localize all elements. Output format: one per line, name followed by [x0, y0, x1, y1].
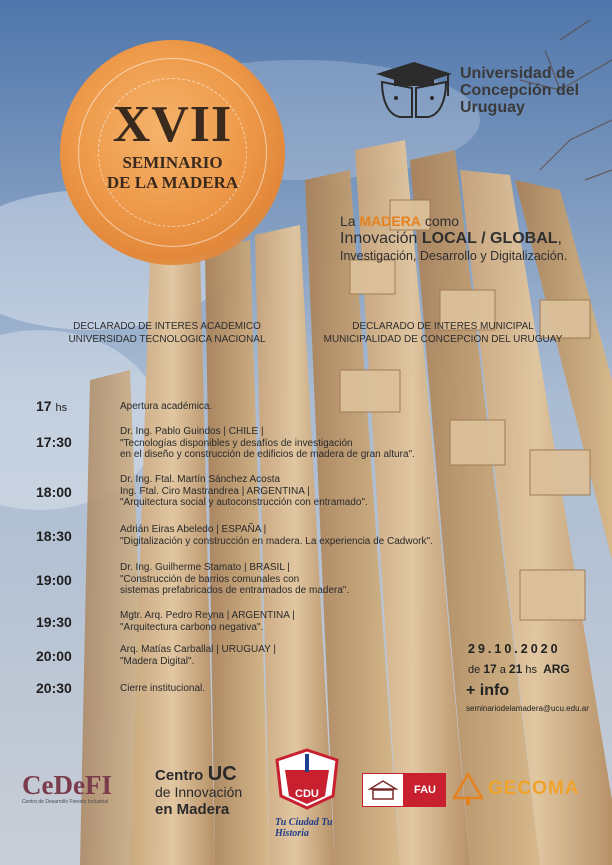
centro-uc-logo: Centro UC de Innovación en Madera [155, 763, 243, 818]
program-time: 17 hs [36, 398, 68, 414]
university-name: Universidad de Concepción del Uruguay [460, 64, 580, 116]
program-row [36, 610, 295, 633]
gecoma-logo: GECOMA [452, 772, 580, 806]
program-description: Mgtr. Arq. Pedro Reyna | ARGENTINA | "Arquitectura carbono negativa". [120, 610, 295, 633]
more-info-label: + info [466, 682, 510, 699]
program-row [36, 562, 349, 597]
event-hours: de 17 a 21 hs ARG [468, 662, 570, 676]
program-description: Dr. Ing. Ftal. Martín Sánchez Acosta Ing. Ftal. Ciro Mastrandrea | ARGENTINA | "Arquitectura social y autoconstrucción con entramado". [120, 474, 368, 508]
event-date: 29.10.2020 [468, 642, 561, 656]
seminar-title: SEMINARIO DE LA MADERA [106, 153, 239, 192]
fau-logo: FAU [362, 773, 446, 807]
program-description: Dr. Ing. Pablo Guindos | CHILE | "Tecnologías disponibles y desafíos de investigación en el diseño y construcción de edificios de madera de gran altura". [120, 426, 415, 460]
program-row [36, 398, 212, 414]
seminar-badge [60, 40, 285, 265]
program-description: Arq. Matías Carballal | URUGUAY | "Madera Digital". [120, 644, 276, 667]
program-description: Adrián Eiras Abeledo | ESPAÑA | "Digitalización y construcción en madera. La experiencia de Cadwork". [120, 524, 433, 547]
event-info [468, 642, 589, 713]
declaration-municipal: DECLARADO DE INTERES MUNICIPAL MUNICIPALIDAD DE CONCEPCION DEL URUGUAY [323, 321, 563, 345]
program-description: Dr. Ing. Guilherme Stamato | BRASIL | "Construcción de barrios comunales con sistemas prefabricados de entramados de madera". [120, 562, 350, 596]
edition-number: XVII [112, 96, 233, 153]
program-time: 17:30 [36, 434, 72, 450]
mortarboard-faces-icon [374, 60, 454, 120]
university-logo [374, 60, 579, 120]
tree-icon [452, 772, 484, 806]
program-row [36, 524, 433, 547]
program-description: Apertura académica. [120, 401, 213, 412]
program-time: 20:00 [36, 648, 72, 664]
cdu-shield-icon [275, 748, 339, 810]
fau-building-icon [362, 773, 404, 807]
program-time: 18:30 [36, 528, 72, 544]
declaration-academic: DECLARADO DE INTERES ACADEMICO UNIVERSIDAD TECNOLOGICA NACIONAL [68, 321, 266, 345]
program-row [36, 474, 368, 509]
program-time: 19:00 [36, 572, 72, 588]
program-time: 18:00 [36, 484, 72, 500]
program-time: 20:30 [36, 680, 72, 696]
program-time: 19:30 [36, 614, 72, 630]
program-row [36, 426, 415, 461]
contact-email[interactable]: seminariodelamadera@ucu.edu.ar [466, 704, 589, 713]
cdu-logo: CDU Tu Ciudad Tu Historia [275, 748, 353, 839]
cedefi-logo: CeDeFI Centro de Desarrollo Foresto Industrial [22, 770, 112, 805]
seminar-theme: La MADERA como Innovación LOCAL / GLOBAL, Investigación, Desarrollo y Digitalización. [340, 213, 568, 263]
program-row [36, 644, 276, 667]
program-row [36, 680, 205, 696]
program-description: Cierre institucional. [120, 683, 206, 694]
